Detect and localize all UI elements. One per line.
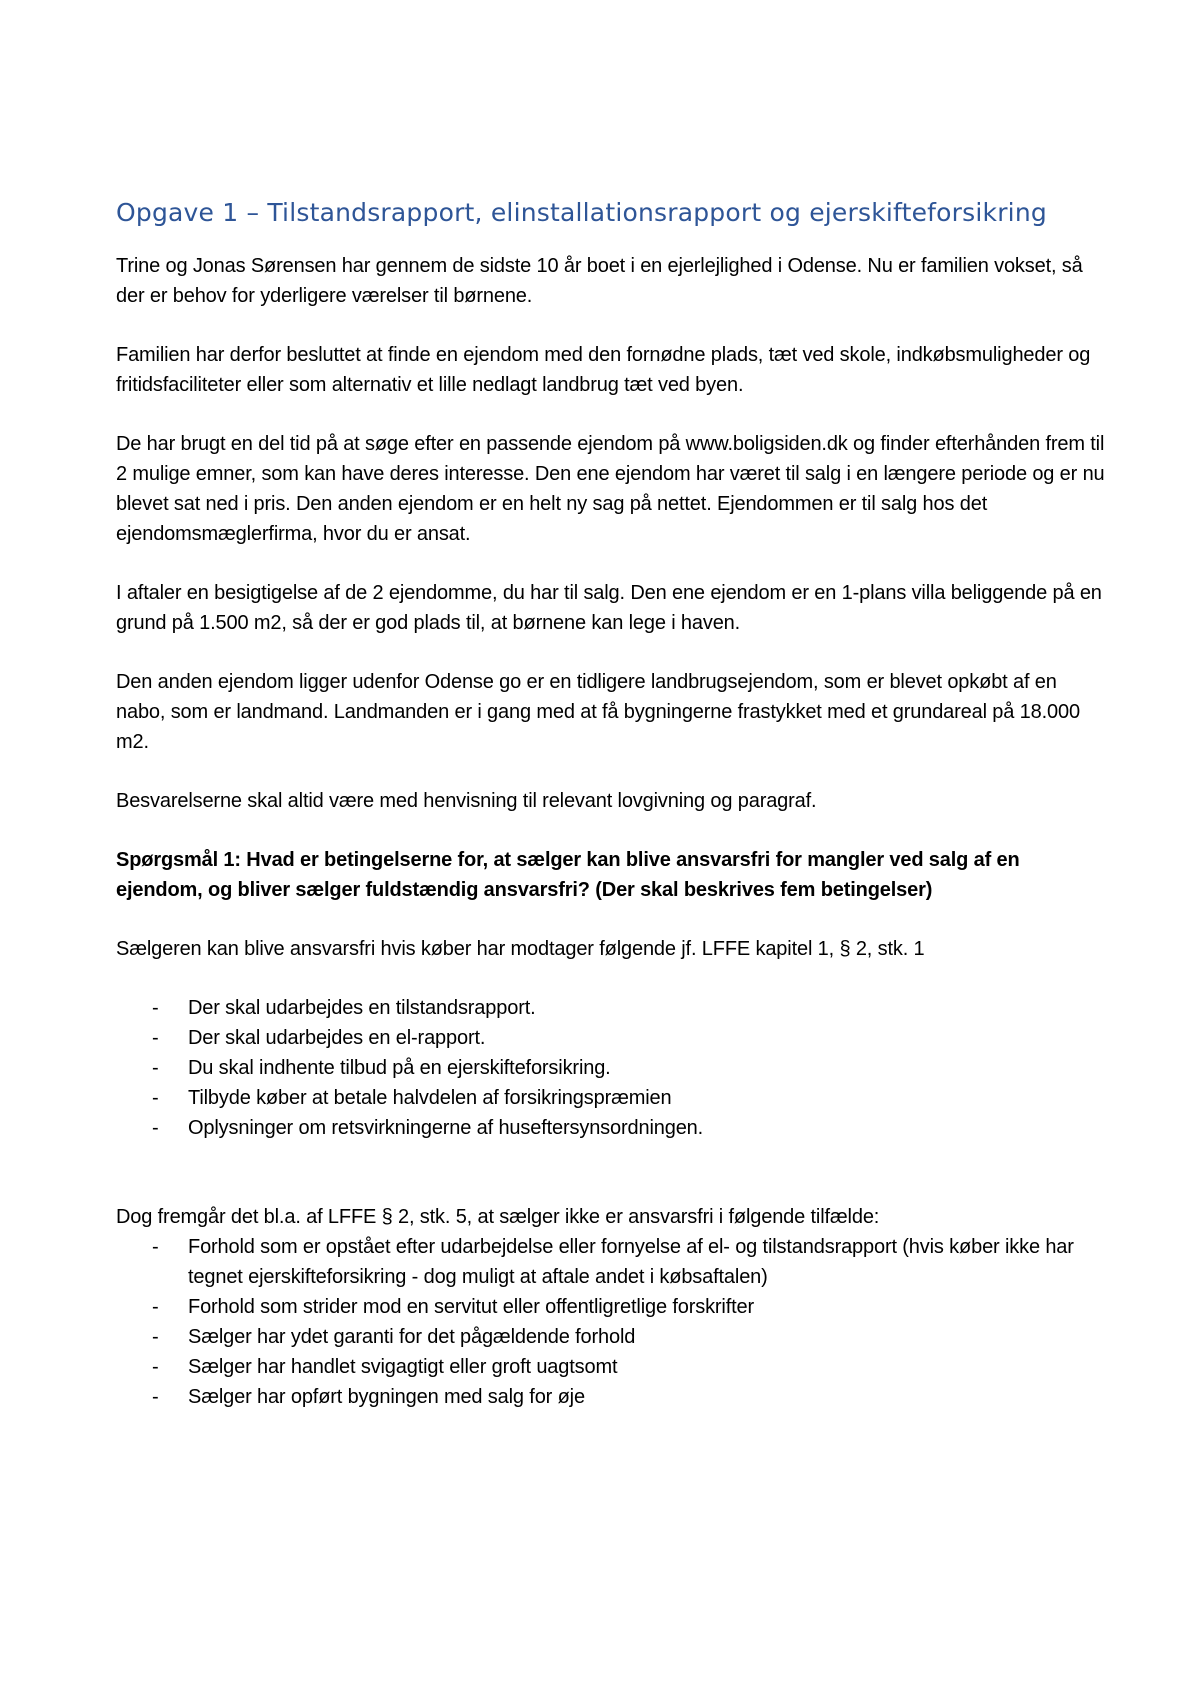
paragraph-instructions: Besvarelserne skal altid være med henvisning til relevant lovgivning og paragraf. xyxy=(116,790,817,812)
list-item-text: Forhold som strider mod en servitut eller offentligretlige forskrifter xyxy=(188,1296,755,1318)
list-item-text: Der skal udarbejdes en el-rapport. xyxy=(188,1027,486,1049)
bullet-dash: - xyxy=(152,1326,159,1348)
bullet-dash: - xyxy=(152,1027,159,1049)
document-page xyxy=(116,195,1106,1412)
bullet-dash: - xyxy=(152,1087,159,1109)
paragraph-family-decision: Familien har derfor besluttet at finde en ejendom med den fornødne plads, tæt ved skole, indkøbsmuligheder og fritidsfaciliteter eller som alternativ et lille nedlagt landbrug tæt ved byen. xyxy=(116,344,1091,396)
paragraph-viewing: I aftaler en besigtigelse af de 2 ejendomme, du har til salg. Den ene ejendom er en 1-plans villa beliggende på en grund på 1.500 m2, så der er god plads til, at børnene kan lege i haven. xyxy=(116,582,1102,634)
bullet-dash: - xyxy=(152,1356,159,1378)
exceptions-list xyxy=(116,1232,1106,1412)
list-item-text: Sælger har opført bygningen med salg for øje xyxy=(188,1386,585,1408)
list-item xyxy=(116,1083,1106,1113)
list-item xyxy=(116,1113,1106,1143)
list-item-text: Sælger har ydet garanti for det pågældende forhold xyxy=(188,1326,636,1348)
bullet-dash: - xyxy=(152,1057,159,1079)
bullet-dash: - xyxy=(152,1117,159,1139)
conditions-list xyxy=(116,993,1106,1143)
list-item-text: Du skal indhente tilbud på en ejerskifteforsikring. xyxy=(188,1057,611,1079)
list-item-text: Tilbyde køber at betale halvdelen af forsikringspræmien xyxy=(188,1087,672,1109)
bullet-dash: - xyxy=(152,1386,159,1408)
paragraph-second-property: Den anden ejendom ligger udenfor Odense go er en tidligere landbrugsejendom, som er blevet opkøbt af en nabo, som er landmand. Landmanden er i gang med at få bygningerne frastykket med et grundareal på 18.000 m2. xyxy=(116,671,1080,753)
list-item-text: Forhold som er opstået efter udarbejdelse eller fornyelse af el- og tilstandsrapport (hvis køber ikke har tegnet ejerskifteforsikring - dog muligt at aftale andet i købsaftalen) xyxy=(188,1236,1074,1288)
list-item-text: Der skal udarbejdes en tilstandsrapport. xyxy=(188,997,536,1019)
question-1: Spørgsmål 1: Hvad er betingelserne for, at sælger kan blive ansvarsfri for mangler ved salg af en ejendom, og bliver sælger fuldstændig ansvarsfri? (Der skal beskrives fem betingelser) xyxy=(116,849,1020,901)
list-item-text: Sælger har handlet svigagtigt eller groft uagtsomt xyxy=(188,1356,618,1378)
list-item xyxy=(116,1352,1106,1382)
paragraph-answer-intro: Sælgeren kan blive ansvarsfri hvis køber har modtager følgende jf. LFFE kapitel 1, § 2, stk. 1 xyxy=(116,938,925,960)
bullet-dash: - xyxy=(152,997,159,1019)
bullet-dash: - xyxy=(152,1236,159,1258)
list-item xyxy=(116,1322,1106,1352)
list-item xyxy=(116,1023,1106,1053)
paragraph-exceptions-intro: Dog fremgår det bl.a. af LFFE § 2, stk. 5, at sælger ikke er ansvarsfri i følgende tilfælde: xyxy=(116,1206,880,1228)
document-title: Opgave 1 – Tilstandsrapport, elinstallationsrapport og ejerskifteforsikring xyxy=(116,198,1047,227)
list-item xyxy=(116,1382,1106,1412)
list-item xyxy=(116,1292,1106,1322)
paragraph-intro: Trine og Jonas Sørensen har gennem de sidste 10 år boet i en ejerlejlighed i Odense. Nu er familien vokset, så der er behov for yderligere værelser til børnene. xyxy=(116,255,1083,307)
list-item xyxy=(116,1053,1106,1083)
list-item xyxy=(116,1232,1106,1292)
bullet-dash: - xyxy=(152,1296,159,1318)
list-item xyxy=(116,993,1106,1023)
paragraph-search: De har brugt en del tid på at søge efter en passende ejendom på www.boligsiden.dk og finder efterhånden frem til 2 mulige emner, som kan have deres interesse. Den ene ejendom har været til salg i en længere periode og er nu blevet sat ned i pris. Den anden ejendom er en helt ny sag på nettet. Ejendommen er til salg hos det ejendomsmæglerfirma, hvor du er ansat. xyxy=(116,433,1105,545)
list-item-text: Oplysninger om retsvirkningerne af huseftersynsordningen. xyxy=(188,1117,704,1139)
